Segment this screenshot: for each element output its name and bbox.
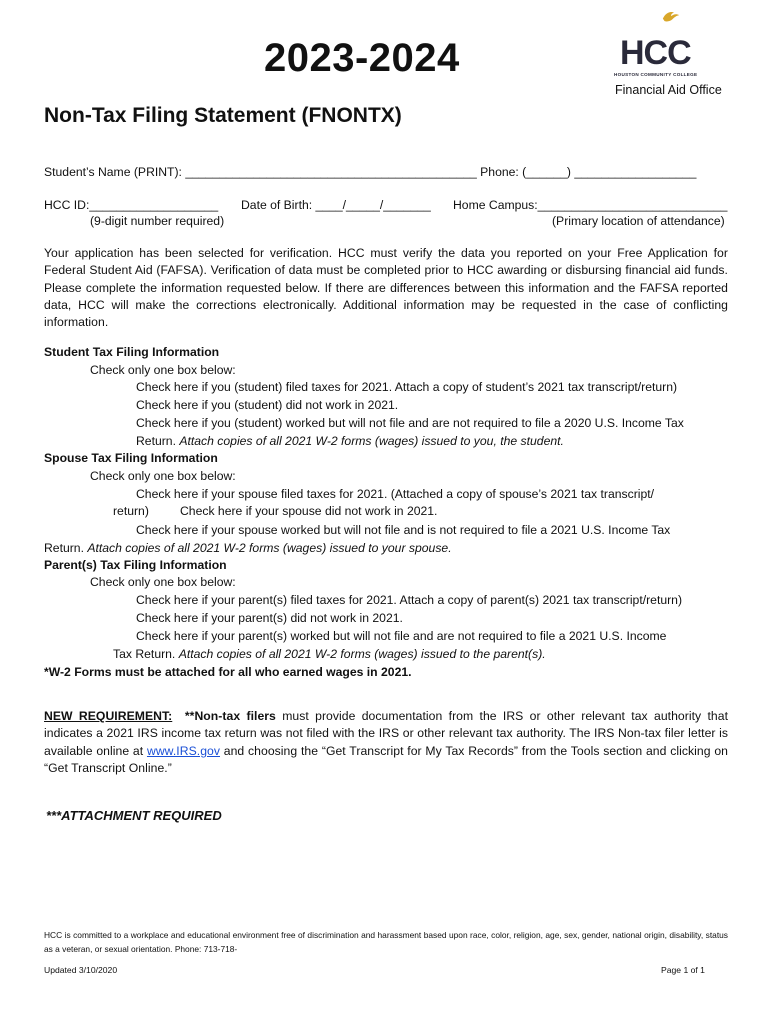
form-title: Non-Tax Filing Statement (FNONTX)	[44, 104, 402, 127]
date-of-birth-field[interactable]: Date of Birth: ____/_____/_______	[241, 198, 431, 212]
nondiscrimination-statement: HCC is committed to a workplace and educational environment free of discrimination and harassment based upon race, color, religion, age, sex, gender, national origin, disability, status as a veteran, or sexual orientation. Phone: 713-718-	[44, 930, 728, 954]
home-campus-field[interactable]: Home Campus:____________________________	[453, 198, 728, 212]
form-year: 2023-2024	[264, 36, 460, 80]
parent-opt3-note: Attach copies of all 2021 W-2 forms (wages) issued to the parent(s).	[178, 647, 546, 661]
parent-option-not-file[interactable]: Check here if your parent(s) worked but will not file and are not required to file a 2021 U.S. Income	[136, 629, 667, 643]
hcc-logo-subtext: HOUSTON COMMUNITY COLLEGE	[614, 72, 698, 77]
parent-option-filed[interactable]: Check here if your parent(s) filed taxes for 2021. Attach a copy of parent(s) 2021 tax transcript/return)	[136, 593, 682, 607]
attachment-required: ***ATTACHMENT REQUIRED	[46, 808, 222, 823]
parent-opt3-cont: Tax Return.	[113, 647, 176, 661]
spouse-option-not-file[interactable]: Check here if your spouse worked but will not file and is not required to file a 2021 U.S. Income Tax	[136, 523, 671, 537]
intro-paragraph: Your application has been selected for verification. HCC must verify the data you reported on your Free Application for Federal Student Aid (FAFSA). Verification of data must be completed prior to HCC awarding or disbursing financial aid funds. Please complete the information requested below. If there are differences between this information and the FAFSA reported data, HCC will make the corrections electronically. Additional information may be requested in the case of conflicting information.	[44, 246, 728, 330]
requirement-label: NEW REQUIREMENT:	[44, 709, 173, 723]
student-instruction: Check only one box below:	[90, 363, 236, 377]
home-campus-hint: (Primary location of attendance)	[552, 214, 725, 228]
spouse-option-filed-cont: return)	[113, 504, 149, 518]
student-option-filed[interactable]: Check here if you (student) filed taxes for 2021. Attach a copy of student’s 2021 tax transcript/return)	[136, 380, 678, 394]
new-requirement-paragraph	[44, 708, 728, 777]
spouse-opt3-note: Attach copies of all 2021 W-2 forms (wages) issued to your spouse.	[87, 541, 452, 555]
irs-link[interactable]: www.IRS.gov	[146, 743, 220, 758]
hcc-id-hint: (9-digit number required)	[90, 214, 225, 228]
requirement-bold-lead: **Non-tax filers	[184, 709, 276, 723]
spouse-option-filed[interactable]: Check here if your spouse filed taxes for 2021. (Attached a copy of spouse’s 2021 tax transcript/	[136, 487, 655, 501]
student-option-not-file-cont	[136, 434, 564, 448]
hcc-logo: HCC	[620, 34, 691, 72]
parent-option-not-work[interactable]: Check here if your parent(s) did not work in 2021.	[136, 611, 403, 625]
requirement-text-1: must provide documentation from the IRS or other relevant tax authority that indicates a 2021 IRS income tax return was not filed with the IRS or other relevant tax authority. The IRS Non-tax filer letter is available online at	[44, 709, 729, 758]
parent-option-not-file-cont	[113, 647, 546, 661]
parent-heading: Parent(s) Tax Filing Information	[44, 558, 227, 572]
student-opt3-note: Attach copies of all 2021 W-2 forms (wages) issued to you, the student.	[179, 434, 564, 448]
spouse-instruction: Check only one box below:	[90, 469, 236, 483]
student-name-phone-field[interactable]: Student’s Name (PRINT): ___________________________________________ Phone: (______) __________________	[44, 165, 697, 179]
spouse-heading: Spouse Tax Filing Information	[44, 451, 218, 465]
spouse-option-not-file-cont	[44, 541, 452, 555]
requirement-text-2: and choosing the “Get Transcript for My Tax Records” from the Tools section and clicking on “Get Transcript Online.”	[44, 743, 729, 775]
student-option-not-file[interactable]: Check here if you (student) worked but will not file and are not required to file a 2020 U.S. Income Tax	[136, 416, 684, 430]
spouse-opt3-cont: Return.	[44, 541, 84, 555]
w2-note: *W-2 Forms must be attached for all who earned wages in 2021.	[44, 665, 412, 679]
student-heading: Student Tax Filing Information	[44, 345, 220, 359]
office-name: Financial Aid Office	[615, 83, 722, 97]
page-number: Page 1 of 1	[661, 965, 705, 975]
spouse-option-not-work[interactable]: Check here if your spouse did not work in 2021.	[180, 504, 438, 518]
parent-instruction: Check only one box below:	[90, 575, 236, 589]
hcc-id-field[interactable]: HCC ID:___________________	[44, 198, 219, 212]
student-option-not-work[interactable]: Check here if you (student) did not work in 2021.	[136, 398, 399, 412]
student-opt3-cont: Return.	[136, 434, 176, 448]
updated-date: Updated 3/10/2020	[44, 965, 118, 975]
